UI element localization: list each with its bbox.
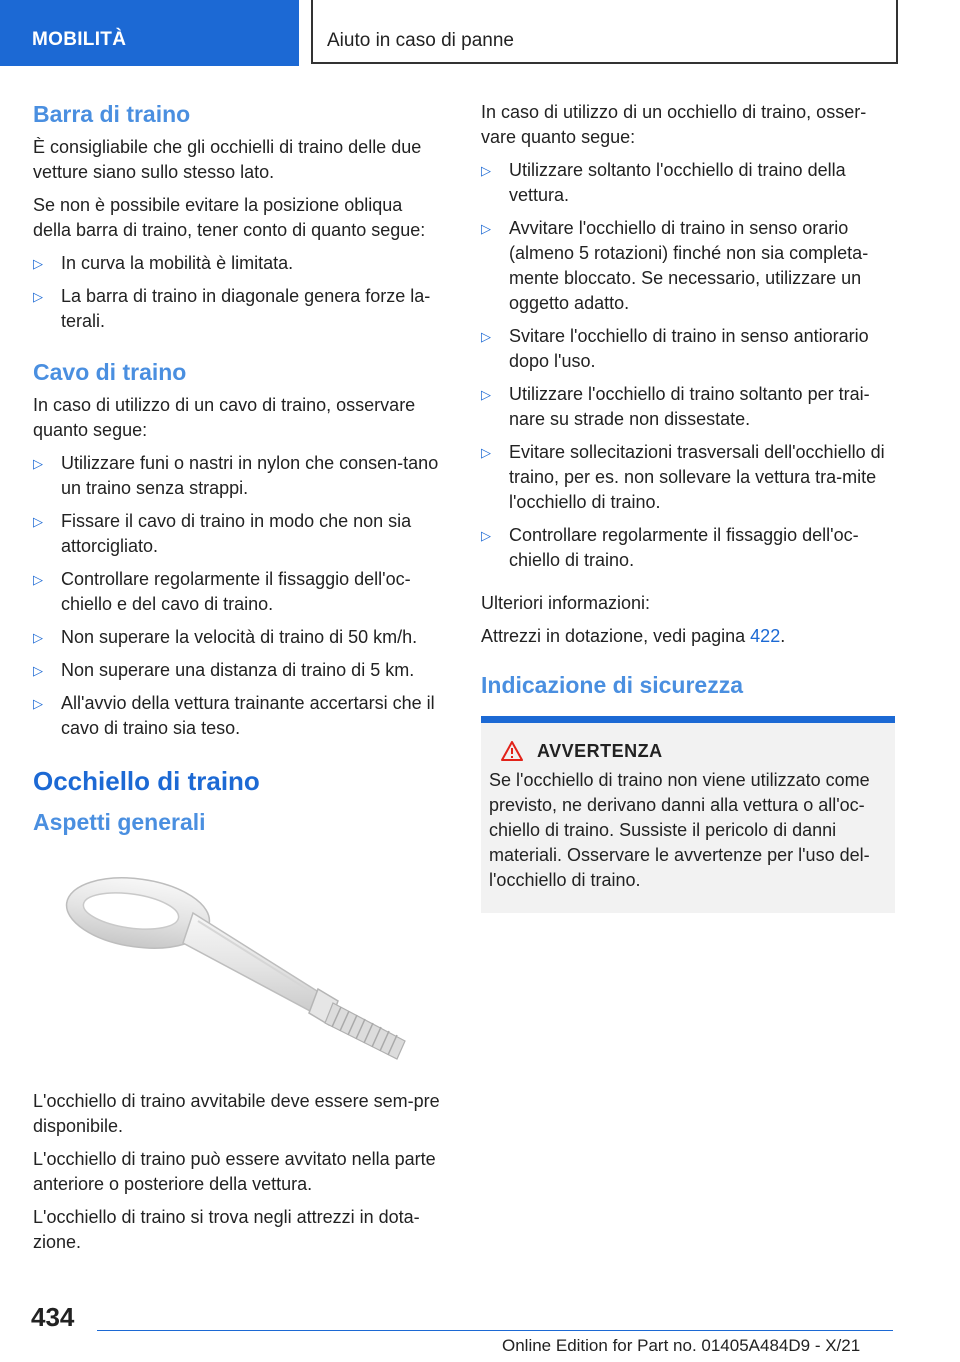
list-item: ▷ Evitare sollecitazioni trasversali dell'occhiello di traino, per es. non sollevare la vettura tra-mite l'occhiello di traino. (481, 442, 885, 512)
barra-bullet-list (33, 251, 445, 334)
page-link-422[interactable]: 422 (750, 626, 781, 646)
more-info-text: Attrezzi in dotazione, vedi pagina 422. (481, 626, 786, 646)
warning-text: Se l'occhiello di traino non viene utilizzato come previsto, ne derivano danni alla vettura o all'oc-chiello di traino. Sussiste il pericolo di danni materiali. Osservare le avvertenze per l'uso del-l'occhiello di traino. (489, 769, 870, 890)
list-item: ▷ Avvitare l'occhiello di traino in senso orario (almeno 5 rotazioni) finché non sia completa-mente bloccato. Se necessario, utilizzare un oggetto adatto. (481, 218, 869, 313)
list-item: ▷ Non superare una distanza di traino di 5 km. (33, 658, 445, 683)
occhiello-paragraph-3: L'occhiello di traino si trova negli attrezzi in dota-zione. (33, 1207, 420, 1253)
triangle-right-icon: ▷ (33, 629, 43, 645)
right-column (481, 100, 895, 913)
triangle-right-icon: ▷ (481, 221, 491, 236)
chapter-title: MOBILITÀ (32, 29, 127, 50)
triangle-right-icon: ▷ (33, 662, 43, 678)
cavo-paragraph-1: In caso di utilizzo di un cavo di traino, osservare quanto segue: (33, 394, 416, 440)
triangle-right-icon: ▷ (481, 445, 491, 460)
footer-edition: Online Edition for Part no. 01405A484D9 - X/21 (502, 1336, 861, 1355)
list-item: ▷ Utilizzare soltanto l'occhiello di traino della vettura. (481, 160, 846, 205)
section-header (311, 0, 898, 64)
list-item: ▷ Utilizzare funi o nastri in nylon che consen-tano un traino senza strappi. (33, 452, 439, 498)
footer-divider (97, 1330, 893, 1331)
left-column (33, 100, 445, 1263)
heading-barra-di-traino: Barra di traino (33, 101, 191, 127)
list-item: ▷ In curva la mobilità è limitata. (33, 251, 445, 276)
heading-indicazione-di-sicurezza: Indicazione di sicurezza (481, 672, 744, 698)
triangle-right-icon: ▷ (481, 163, 491, 178)
right-intro: In caso di utilizzo di un occhiello di traino, osser-vare quanto segue: (481, 102, 867, 147)
triangle-right-icon: ▷ (33, 695, 43, 711)
triangle-right-icon: ▷ (33, 255, 43, 271)
barra-paragraph-1: È consigliabile che gli occhielli di traino delle due vetture siano sullo stesso lato. (33, 136, 422, 182)
list-item: ▷ Controllare regolarmente il fissaggio dell'oc-chiello di traino. (481, 525, 859, 570)
warning-title: AVVERTENZA (489, 741, 887, 762)
towing-eye-illustration (33, 851, 445, 1071)
cavo-bullet-list (33, 451, 445, 741)
triangle-right-icon: ▷ (33, 455, 43, 471)
triangle-right-icon: ▷ (481, 387, 491, 402)
triangle-right-icon: ▷ (481, 329, 491, 344)
towing-eye-icon (33, 851, 445, 1071)
list-item: ▷ All'avvio della vettura trainante accertarsi che il cavo di traino sia teso. (33, 692, 435, 738)
page-number: 434 (31, 1302, 75, 1332)
occhiello-bullet-list (481, 158, 895, 573)
heading-cavo-di-traino: Cavo di traino (33, 358, 187, 385)
section-title: Aiuto in caso di panne (327, 30, 514, 51)
barra-paragraph-2: Se non è possibile evitare la posizione obliqua della barra di traino, tener conto di quanto segue: (33, 194, 426, 240)
chapter-tab (0, 0, 299, 66)
triangle-right-icon: ▷ (33, 513, 43, 529)
heading-aspetti-generali: Aspetti generali (33, 809, 206, 836)
triangle-right-icon: ▷ (33, 571, 43, 587)
list-item: ▷ Fissare il cavo di traino in modo che non sia attorcigliato. (33, 510, 412, 556)
warning-box (481, 716, 895, 913)
warning-triangle-icon (501, 741, 523, 761)
triangle-right-icon: ▷ (33, 288, 43, 304)
occhiello-paragraph-1: L'occhiello di traino avvitabile deve essere sem-pre disponibile. (33, 1091, 440, 1137)
heading-occhiello-di-traino: Occhiello di traino (33, 765, 260, 796)
list-item: ▷ Svitare l'occhiello di traino in senso antiorario dopo l'uso. (481, 326, 869, 371)
list-item: ▷ Utilizzare l'occhiello di traino soltanto per trai-nare su strade non dissestate. (481, 384, 870, 429)
more-info-label: Ulteriori informazioni: (481, 593, 651, 613)
list-item: ▷ La barra di traino in diagonale genera forze la-terali. (33, 285, 431, 331)
list-item: ▷ Controllare regolarmente il fissaggio dell'oc-chiello e del cavo di traino. (33, 568, 411, 614)
occhiello-paragraph-2: L'occhiello di traino può essere avvitato nella parte anteriore o posteriore della vettura. (33, 1149, 436, 1195)
list-item: ▷ Non superare la velocità di traino di 50 km/h. (33, 625, 445, 650)
triangle-right-icon: ▷ (481, 528, 491, 543)
